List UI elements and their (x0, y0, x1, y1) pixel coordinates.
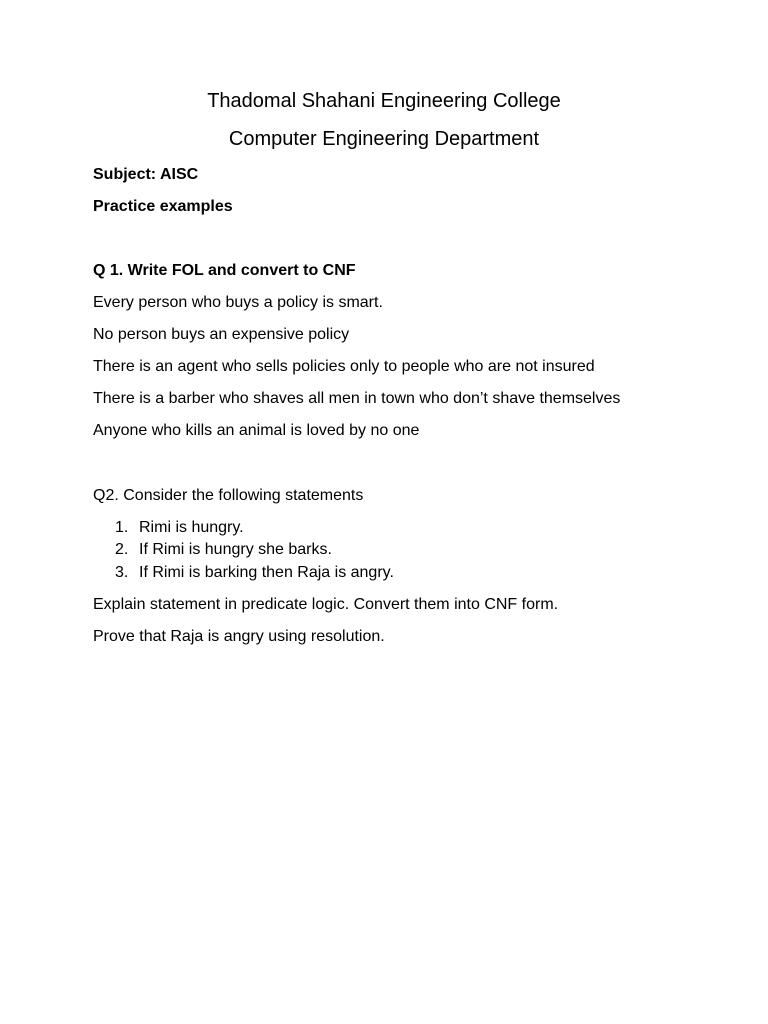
q2-heading: Q2. Consider the following statements (93, 487, 364, 504)
q2-list-item (115, 563, 394, 583)
list-text: Rimi is hungry. (139, 519, 244, 536)
q1-statement: Every person who buys a policy is smart. (93, 294, 383, 311)
q1-statement: There is a barber who shaves all men in town who don’t shave themselves (93, 390, 621, 407)
q2-prove: Prove that Raja is angry using resolution. (93, 628, 385, 645)
list-number: 3. (115, 564, 129, 581)
college-title: Thadomal Shahani Engineering College (207, 90, 561, 112)
q1-statement: No person buys an expensive policy (93, 326, 350, 343)
list-number: 2. (115, 541, 129, 558)
q2-list-item (115, 540, 332, 560)
q1-heading: Q 1. Write FOL and convert to CNF (93, 262, 356, 279)
list-text: If Rimi is hungry she barks. (139, 541, 332, 558)
list-number: 1. (115, 519, 129, 536)
list-text: If Rimi is barking then Raja is angry. (139, 564, 394, 581)
department-title: Computer Engineering Department (228, 128, 540, 150)
subject-label: Subject: AISC (93, 166, 199, 183)
q1-statement: There is an agent who sells policies only to people who are not insured (93, 358, 595, 375)
q2-list-item (115, 518, 244, 538)
q2-explain: Explain statement in predicate logic. Convert them into CNF form. (93, 596, 559, 613)
practice-label: Practice examples (93, 198, 233, 215)
q1-statement: Anyone who kills an animal is loved by no one (93, 422, 420, 439)
